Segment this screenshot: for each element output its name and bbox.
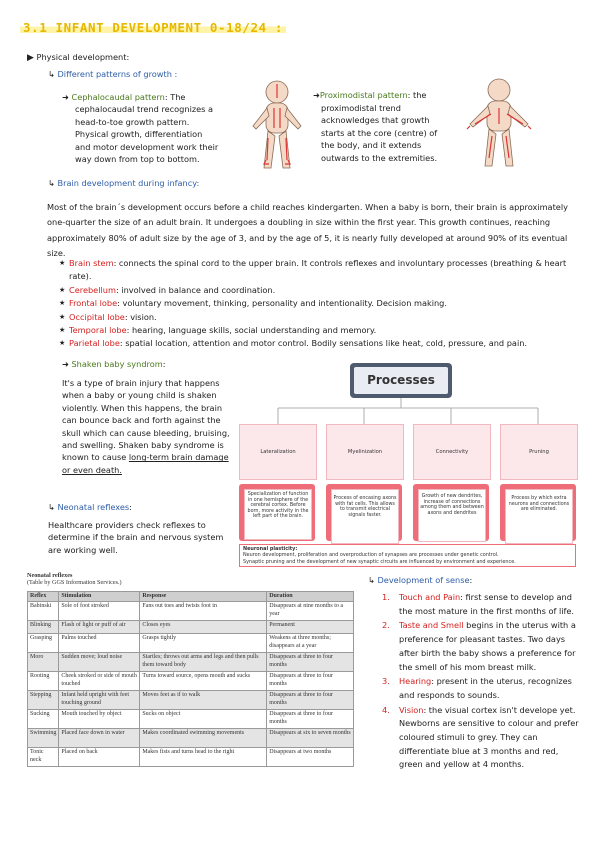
list-item: 4. Vision: the visual cortex isn't develope yet. Newborns are sensitive to colour and prefer coloured stimuli to grey. They can differentiate blue at 3 months and red, green and yellow at 4 months. bbox=[382, 704, 579, 770]
cephalocaudal-baby-illustration bbox=[241, 78, 313, 176]
reflex-table bbox=[27, 591, 354, 768]
processes-title-box bbox=[350, 363, 452, 398]
list-item: ★ Cerebellum: involved in balance and coordination. bbox=[59, 284, 569, 297]
process-pruning: Pruning bbox=[500, 424, 578, 480]
list-item: 3. Hearing: present in the uterus, recognizes and responds to sounds. bbox=[382, 676, 572, 700]
senses-list bbox=[382, 591, 582, 773]
plasticity-box: Neuronal plasticity: Neuron development, proliferation and overproduction of synapses are processes under genetic control. Synaptic pruning and the development of new synaptic circuits are influenced by environment and experience. bbox=[239, 544, 576, 567]
process-desc: Process by which extra neurons and connections are eliminated. bbox=[505, 489, 573, 544]
proximodistal-baby-illustration bbox=[460, 76, 538, 174]
brain-parts-list bbox=[59, 257, 569, 351]
processes-diagram bbox=[236, 361, 586, 569]
arrow-down-right-icon: ↳ bbox=[48, 502, 55, 512]
brain-heading: ↳ Brain development during infancy: bbox=[48, 178, 200, 188]
list-item: ★ Temporal lobe: hearing, language skills, social understanding and memory. bbox=[59, 324, 569, 337]
arrow-down-right-icon: ↳ bbox=[48, 178, 55, 188]
neonatal-heading: ↳ Neonatal reflexes: bbox=[48, 502, 132, 512]
arrow-down-right-icon: ↳ bbox=[48, 69, 55, 79]
table-row: Swimming Placed face down in water Makes coordinated swimming movements Disappears at six to seven months bbox=[28, 729, 354, 748]
list-item: ★ Brain stem: connects the spinal cord to the upper brain. It controls reflexes and involuntary processes (breathing & heart rate). bbox=[59, 257, 569, 284]
physical-heading: ▶ Physical development: bbox=[27, 52, 130, 63]
list-item: ★ Occipital lobe: vision. bbox=[59, 311, 569, 324]
arrow-right-icon: ➜ bbox=[62, 359, 69, 369]
arrow-down-right-icon: ↳ bbox=[368, 575, 375, 585]
list-item: ★ Parietal lobe: spatial location, attention and motor control. Bodily sensations like heat, cold, pressure, and pain. bbox=[59, 337, 569, 350]
process-connectivity: Connectivity bbox=[413, 424, 491, 480]
table-row: Moro Sudden move; loud noise Startles; throws out arms and legs and then pulls them toward body Disappears at three to four months bbox=[28, 653, 354, 672]
cephalocaudal-block: ➜ Cephalocaudal pattern: The cephalocaudal trend recognizes a head-to-toe growth pattern. Physical growth, differentiation and motor development work their way down from top to bottom. bbox=[62, 92, 219, 165]
brain-paragraph: Most of the brain´s development occurs before a child reaches kindergarten. When a baby is born, their brain is approximately one-quarter the size of an adult brain. It undergoes a doubling in size within the first year. This growth continues, reaching approximately 80% of adult size by the age of 3, and by the age of 5, it is nearly fully developed at around 90% of its eventual size. bbox=[47, 202, 568, 258]
process-desc: Specialization of function in one hemisphere of the cerebral cortex. Before born, more activity in the left part of the brain. bbox=[244, 489, 312, 540]
reflex-table-block bbox=[27, 572, 357, 767]
neonatal-text: Healthcare providers check reflexes to determine if the brain and nervous system are working well. bbox=[48, 520, 224, 555]
page-title: 3.1 INFANT DEVELOPMENT 0-18/24 : bbox=[20, 22, 286, 33]
table-row: Blinking Flash of light or puff of air Closes eyes Permanent bbox=[28, 621, 354, 634]
processes-title: Processes bbox=[354, 367, 448, 394]
arrow-right-icon: ➜ bbox=[313, 90, 320, 100]
list-item: ★ Frontal lobe: voluntary movement, thinking, personality and intentionality. Decision making. bbox=[59, 297, 569, 310]
senses-heading: ↳ Development of sense: bbox=[368, 575, 473, 585]
table-row: Rooting Cheek stroked or side of mouth touched Turns toward source, opens mouth and sucks Disappears at three to four months bbox=[28, 672, 354, 691]
process-desc: Process of encasing axons with fat cells. This allows to transmit electrical signals faster. bbox=[331, 489, 399, 544]
list-item: 2. Taste and Smell begins in the uterus with a preference for pleasant tastes. Two days after birth the baby shows a preference for the smell of his mom breast milk. bbox=[382, 620, 576, 672]
process-lateralization: Lateralization bbox=[239, 424, 317, 480]
table-row: Stepping Infant held upright with feet touching ground Moves feet as if to walk Disappears at three to four months bbox=[28, 691, 354, 710]
shaken-text: It's a type of brain injury that happens when a baby or young child is shaken violently. When this happens, the brain can bounce back and forth against the skull which can cause bleeding, bruising, and swelling. Shaken baby syndrome is known to cause long-term brain damage or even death. bbox=[62, 378, 230, 475]
table-row: Babinski Sole of foot stroked Fans out toes and twists foot in Disappears at nine months to a year bbox=[28, 602, 354, 621]
table-row: Sucking Mouth touched by object Sucks on object Disappears at three to four months bbox=[28, 710, 354, 729]
process-myelinization: Myelinization bbox=[326, 424, 404, 480]
table-title: Neonatal reflexes bbox=[27, 572, 73, 579]
proximodistal-block: ➜Proximodistal pattern: the proximodistal trend acknowledges that growth starts at the core (centre) of the body, and it extends outwards to the extremities. bbox=[313, 90, 438, 163]
arrow-right-icon: ➜ bbox=[62, 92, 69, 102]
table-row: Grasping Palms touched Grasps tightly Weakens at three months; disappears at a year bbox=[28, 634, 354, 653]
patterns-heading: ↳ Different patterns of growth : bbox=[48, 69, 178, 79]
table-header-row: Reflex Stimulation Response Duration bbox=[28, 591, 354, 602]
triangle-bullet-icon: ▶ bbox=[27, 53, 34, 63]
shaken-heading: ➜ Shaken baby syndrom: bbox=[62, 359, 166, 369]
list-item: 1. Touch and Pain: first sense to develop and the most mature in the first months of life. bbox=[382, 592, 575, 616]
process-desc: Growth of new dendrites, increase of connections among them and between axons and dendrites bbox=[418, 489, 486, 542]
table-source: (Table by GGS Information Services.) bbox=[27, 579, 122, 587]
table-row: Tonic neck Placed on back Makes fists and turns head to the right Disappears at two months bbox=[28, 748, 354, 767]
